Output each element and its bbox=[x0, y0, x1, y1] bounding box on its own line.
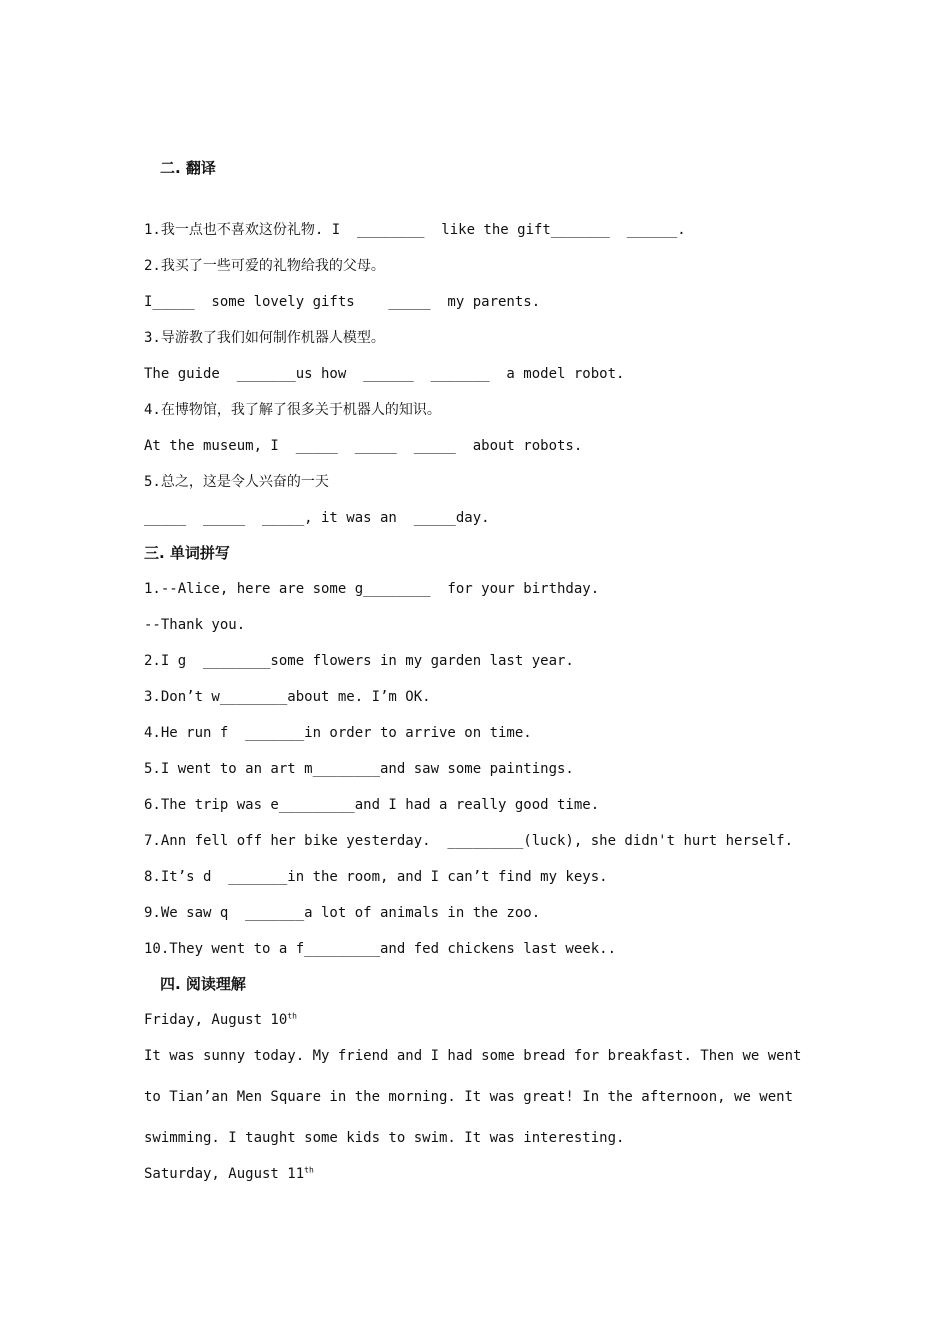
spelling-q6: 6.The trip was e_________and I had a really good time. bbox=[144, 797, 600, 813]
section-heading-spelling: 三. 单词拼写 bbox=[144, 544, 230, 562]
translation-q3-english: The guide _______us how ______ _______ a model robot. bbox=[144, 366, 625, 382]
spelling-q10: 10.They went to a f_________and fed chickens last week.. bbox=[144, 941, 617, 957]
diary-date-friday bbox=[144, 1010, 297, 1030]
diary-paragraph-line: to Tian’an Men Square in the morning. It was great! In the afternoon, we went bbox=[144, 1089, 794, 1105]
translation-q4-chinese: 4.在博物馆，我了解了很多关于机器人的知识。 bbox=[144, 402, 441, 418]
diary-paragraph-line: It was sunny today. My friend and I had some bread for breakfast. Then we went bbox=[144, 1048, 802, 1064]
spelling-q3: 3.Don’t w________about me. I’m OK. bbox=[144, 689, 431, 705]
spelling-q1: 1.--Alice, here are some g________ for your birthday. bbox=[144, 581, 600, 597]
translation-q4-english: At the museum, I _____ _____ _____ about robots. bbox=[144, 438, 583, 454]
translation-q2-english: I_____ some lovely gifts _____ my parents. bbox=[144, 294, 541, 310]
translation-q2-chinese: 2.我买了一些可爱的礼物给我的父母。 bbox=[144, 258, 385, 274]
translation-q5-english: _____ _____ _____, it was an _____day. bbox=[144, 510, 490, 526]
translation-q3-chinese: 3.导游教了我们如何制作机器人模型。 bbox=[144, 330, 385, 346]
diary-paragraph-line: swimming. I taught some kids to swim. It was interesting. bbox=[144, 1130, 625, 1146]
spelling-q9: 9.We saw q _______a lot of animals in the zoo. bbox=[144, 905, 541, 921]
spelling-q4: 4.He run f _______in order to arrive on time. bbox=[144, 725, 532, 741]
section-heading-translation: 二. 翻译 bbox=[160, 159, 216, 177]
spelling-q1-reply: --Thank you. bbox=[144, 617, 246, 633]
spelling-q2: 2.I g ________some flowers in my garden last year. bbox=[144, 653, 574, 669]
spelling-q7: 7.Ann fell off her bike yesterday. _________(luck), she didn't hurt herself. bbox=[144, 833, 794, 849]
diary-date-saturday-suffix: th bbox=[304, 1165, 314, 1175]
diary-date-saturday bbox=[144, 1164, 314, 1184]
spelling-q5: 5.I went to an art m________and saw some paintings. bbox=[144, 761, 574, 777]
translation-q5-chinese: 5.总之，这是令人兴奋的一天 bbox=[144, 474, 329, 490]
diary-date-saturday-text: Saturday, August 11 bbox=[144, 1166, 305, 1182]
spelling-q8: 8.It’s d _______in the room, and I can’t find my keys. bbox=[144, 869, 608, 885]
diary-date-friday-text: Friday, August 10 bbox=[144, 1012, 288, 1028]
section-heading-reading: 四. 阅读理解 bbox=[160, 975, 246, 993]
diary-date-friday-suffix: th bbox=[287, 1011, 297, 1021]
translation-q1: 1.我一点也不喜欢这份礼物. I ________ like the gift_______ ______. bbox=[144, 222, 686, 238]
